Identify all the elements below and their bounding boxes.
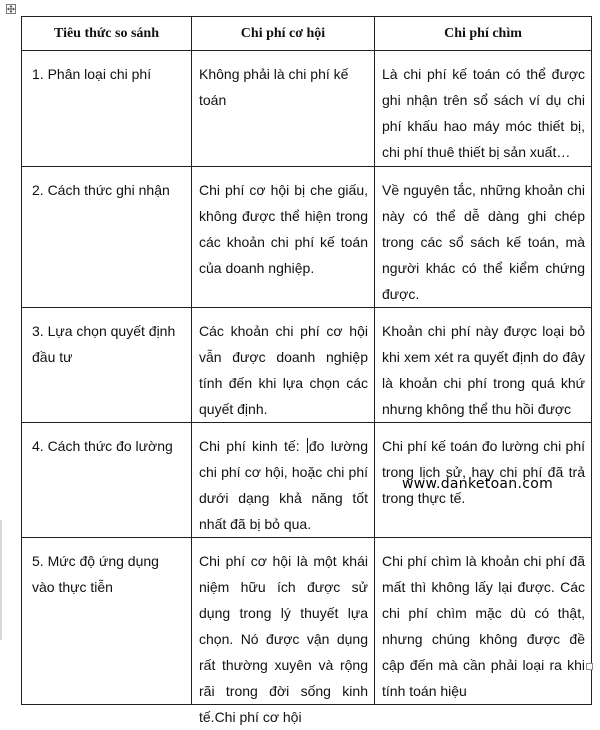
criterion-cell: 3. Lựa chọn quyết định đầu tư <box>22 308 192 423</box>
comparison-table <box>21 16 592 725</box>
opportunity-text-after-caret: đo lường chi phí cơ hội, hoặc chi phí dưới dạng khả năng tốt nhất đã bị bỏ qua. <box>199 438 368 532</box>
sunk-cell-text: Chi phí chìm là khoản chi phí đã mất thì không lấy lại được. Các chi phí chìm mặc dù có thật, nhưng chúng không được đề cập đến mà cần phải loại ra khi tính toán hiệu <box>382 553 585 699</box>
text-cursor <box>307 438 308 453</box>
header-sunk-cost: Chi phí chìm <box>375 17 592 51</box>
sunk-cell: Về nguyên tắc, những khoản chi này có thể dễ dàng ghi chép trong các sổ sách kế toán, mà người khác có thể kiểm chứng được. <box>375 167 592 308</box>
table-row <box>22 308 592 423</box>
opportunity-cell <box>192 538 375 725</box>
header-criterion: Tiêu thức so sánh <box>22 17 192 51</box>
opportunity-cell[interactable] <box>192 423 375 538</box>
move-arrows-icon <box>7 5 15 13</box>
opportunity-cell: Các khoản chi phí cơ hội vẫn được doanh nghiệp tính đến khi lựa chọn các quyết định. <box>192 308 375 423</box>
criterion-cell: 2. Cách thức ghi nhận <box>22 167 192 308</box>
watermark-text: www.danketoan.com <box>402 476 554 492</box>
page-edge-mark <box>0 520 2 640</box>
table-row <box>22 538 592 705</box>
table-row <box>22 167 592 308</box>
sunk-cell: Là chi phí kế toán có thể được ghi nhận trên sổ sách ví dụ chi phí khấu hao máy móc thiết bị, chi phí thuê thiết bị sản xuất… <box>375 51 592 167</box>
opportunity-text-before-caret: Chi phí kinh tế: <box>199 438 306 454</box>
opportunity-cell: Chi phí cơ hội bị che giấu, không được thể hiện trong các khoản chi phí kế toán của doanh nghiệp. <box>192 167 375 308</box>
opportunity-cell: Không phải là chi phí kế toán <box>192 51 375 167</box>
sunk-cell <box>375 538 592 705</box>
criterion-cell: 1. Phân loại chi phí <box>22 51 192 167</box>
criterion-cell: 5. Mức độ ứng dụng vào thực tiễn <box>22 538 192 705</box>
table-move-handle[interactable] <box>6 4 16 14</box>
table-resize-handle[interactable] <box>586 663 593 670</box>
header-row <box>22 17 592 51</box>
sunk-cell: Khoản chi phí này được loại bỏ khi xem xét ra quyết định do đây là khoản chi phí trong quá khứ nhưng không thể thu hồi được <box>375 308 592 423</box>
header-opportunity-cost: Chi phí cơ hội <box>192 17 375 51</box>
criterion-cell: 4. Cách thức đo lường <box>22 423 192 538</box>
opportunity-cell-text: Chi phí cơ hội là một khái niệm hữu ích được sử dụng trong lý thuyết lựa chọn. Nó được vận dụng rất thường xuyên và rộng rãi trong đời sống kinh tế.Chi phí cơ hội <box>199 553 368 725</box>
sunk-cell: Chi phí kế toán đo lường chi phí trong lịch sử, hay chi phí đã trả trong thực tế. <box>375 423 592 538</box>
table-row <box>22 51 592 167</box>
